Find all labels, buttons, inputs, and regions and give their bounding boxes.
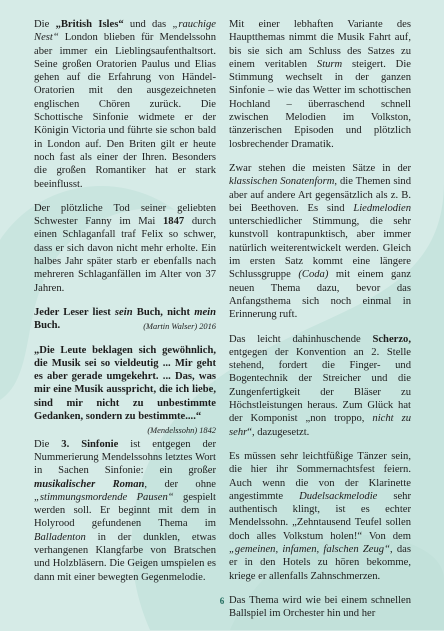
right-column bbox=[229, 18, 411, 631]
text-run: 1847 bbox=[163, 216, 185, 228]
quote-mendelssohn-text: „Die Leute beklagen sich gewöhnlich, die Musik sei so vieldeutig ... Mir geht es aber gerade umgekehrt. ... Das, was mir eine Musik ausspricht, die ich liebe, sind mir nicht zu unbestimmte Gedanken, sondern zu bestimmte....“ bbox=[34, 344, 216, 423]
quote-mendelssohn bbox=[34, 344, 216, 436]
text-run: 3. Sinfonie bbox=[61, 438, 119, 450]
text-run: entgegen der Konvention an 2. Stelle stehend, fordert die Finger- und Bogentechnik der Streicher und die Zungenfertigkeit der Bläser zu Höchstleistungen heraus. Zum Glück hat der Komponist „non troppo, bbox=[229, 346, 411, 425]
paragraph-dancers bbox=[229, 450, 411, 583]
quote-mendelssohn-reference: (Mendelssohn) 1842 bbox=[147, 426, 216, 436]
text-run: in der dunklen, etwas verhangenen Klangfarbe von Bratschen und Holzbläsern. Die Geigen umspielen es dann mit einer bewegten Gegenmelodie. bbox=[34, 531, 216, 583]
text-run: „gemeinen, infamen, falschen Zeug“ bbox=[229, 543, 390, 555]
text-run: und das bbox=[123, 19, 173, 30]
paragraph-lively-variant bbox=[229, 18, 411, 151]
text-run: Sturm bbox=[316, 58, 343, 70]
text-run: Die bbox=[34, 438, 62, 450]
text-run: London blieben für Mendelssohn aber immer ein Lieblingsaufenthaltsort. Seine großen Oratorien Paulus und Elias gehen auf die Erfahrung von Händel-Oratorien mit den ausgezeichneten englischen Chören zurück. Die Schottische Sinfonie widmete er der Königin Victoria und führte sie schon bald in London auf. Den Briten gilt er heute noch fast als einer der Ihren. Besonders die großen Romantiker hat er stark beeinflusst. bbox=[34, 32, 216, 190]
text-run: Scherzo, bbox=[372, 333, 411, 345]
text-run: Mit einer lebhaften Variante des Hauptthemas nimmt die Musik Fahrt auf, bis sie sich am Schluss des Satzes zu einem veritablen bbox=[229, 19, 411, 70]
page-number: 6 bbox=[219, 596, 225, 606]
text-run: durch einen Schlaganfall traf Felix so schwer, dass er sich davon nicht mehr erholte. Ein halbes Jahr später starb er ebenfalls nach mehreren Schlaganfällen im Alter von 37 Jahren. bbox=[34, 216, 216, 294]
text-run: Buch, nicht bbox=[132, 306, 195, 318]
text-run: (Coda) bbox=[298, 269, 329, 281]
left-column bbox=[34, 18, 216, 595]
text-run: Das Thema wird wie bei einem schnellen Ballspiel im Orchester hin und her bbox=[229, 594, 411, 620]
text-run: ist entgegen der Nummerierung Mendelssohns letztes Wort in Sachen Sinfonie: ein großer bbox=[34, 438, 216, 477]
text-run: Buch. bbox=[34, 320, 61, 332]
text-run: sein bbox=[114, 306, 133, 318]
text-run: unterschiedlicher Stimmung, die sehr kunstvoll kontrapunktisch, aber immer natürlich weiterentwickelt werden. Gleich im ersten Satz kommt eine längere Schlussgruppe bbox=[229, 216, 411, 281]
paragraph-third-symphony bbox=[34, 438, 216, 584]
text-run: mein bbox=[194, 306, 216, 318]
text-run: Das leicht dahinhuschende bbox=[229, 333, 373, 345]
text-run: steigert. Die Stimmung wechselt in der ganzen Sinfonie – wie das Wetter im schottischen Hochland – überraschend schnell zwischen Melodien im Volkston, tänzerischen Episoden und plötzlich losbrechender Dramatik. bbox=[229, 58, 411, 150]
quote-walser-reference: (Martin Walser) 2016 bbox=[143, 322, 216, 332]
text-run: Liedmelodien bbox=[353, 202, 411, 214]
text-run: Jeder Leser liest bbox=[34, 306, 115, 318]
quote-walser bbox=[34, 306, 216, 333]
text-run: , das er in den Hotels zu hören bekomme, kriege er allenfalls Zahnschmerzen. bbox=[229, 543, 411, 582]
paragraph-fanny-death bbox=[34, 202, 216, 295]
text-run: Zwar stehen die meisten Sätze in der bbox=[229, 162, 411, 174]
text-run: „British Isles“ bbox=[55, 19, 124, 30]
text-run: , der ohne bbox=[144, 478, 216, 490]
text-run: klassischen Sonatenform bbox=[229, 176, 335, 188]
text-run: musikalischer Roman bbox=[34, 478, 145, 490]
text-run: „rauchige Nest“ bbox=[34, 19, 216, 44]
text-run: Die bbox=[34, 19, 56, 30]
text-run: Dudelsackmelodie bbox=[299, 490, 378, 502]
text-run: Der plötzliche Tod seiner geliebten Schwester Fanny im Mai bbox=[34, 202, 216, 228]
text-run: gespielt werden soll. Er beginnt mit dem in Holyrood gefundenen Thema im bbox=[34, 491, 216, 530]
text-run: mit einem ganz neuen Thema dazu, bevor das Anfangsthema sich noch einmal in Erinnerung ruft. bbox=[229, 269, 411, 321]
text-run: sehr authentisch klingt, ist es echter Mendelssohn. „Zehntausend Teufel sollen doch alles Volkstum holen!“ Von dem bbox=[229, 490, 411, 542]
text-run: nicht zu sehr bbox=[229, 413, 411, 438]
text-run: Es müssen sehr leichtfüßige Tänzer sein, die hier ihr Sommernachtsfest feiern. Auch wenn die von der Klarinette angestimmte bbox=[229, 450, 411, 502]
text-run: Balladenton bbox=[34, 531, 86, 543]
text-run: “, dazugesetzt. bbox=[247, 426, 310, 438]
text-run: „stimmungsmordende Pausen“ bbox=[34, 491, 174, 503]
paragraph-scherzo bbox=[229, 333, 411, 439]
paragraph-british-isles bbox=[34, 18, 216, 191]
text-run: , die Themen sind aber auf andere Art gegensätzlich als z. B. bei Beethoven. Es sind bbox=[229, 176, 411, 214]
paragraph-sonata-form bbox=[229, 162, 411, 322]
